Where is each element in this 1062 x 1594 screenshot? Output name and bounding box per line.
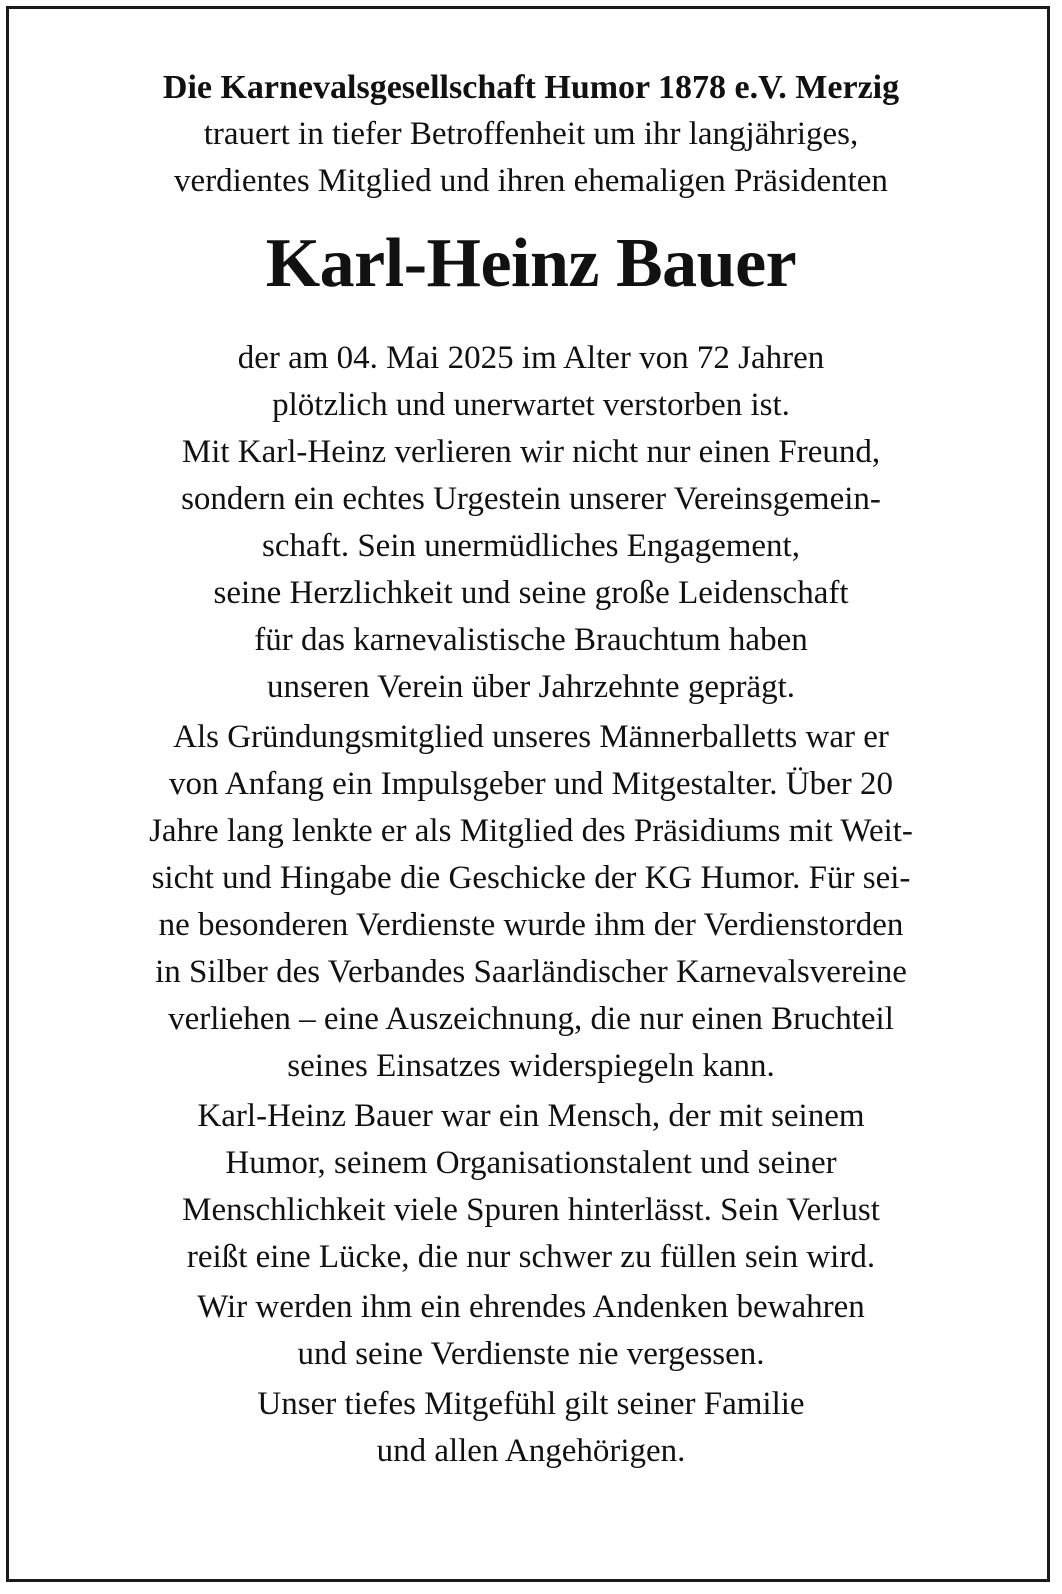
text-line: schaft. Sein unermüdliches Engagement, — [262, 528, 800, 564]
text-line: verliehen – eine Auszeichnung, die nur einen Bruchteil — [168, 1001, 894, 1037]
text-line: von Anfang ein Impulsgeber und Mitgestalter. Über 20 — [168, 766, 894, 802]
paragraph-remembrance — [40, 1284, 1022, 1378]
text-line: für das karnevalistische Brauchtum haben — [254, 622, 808, 658]
text-line: Jahre lang lenkte er als Mitglied des Präsidiums mit Weit- — [149, 813, 913, 849]
text-line: Humor, seinem Organisationstalent und seiner — [225, 1145, 837, 1181]
text-line: und seine Verdienste nie vergessen. — [297, 1336, 765, 1372]
text-line: Karl-Heinz Bauer war ein Mensch, der mit seinem — [197, 1098, 865, 1134]
text-line: sondern ein echtes Urgestein unserer Vereinsgemein- — [181, 481, 881, 517]
text-line: in Silber des Verbandes Saarländischer Karnevalsvereine — [155, 954, 907, 990]
text-line: Unser tiefes Mitgefühl gilt seiner Familie — [257, 1386, 805, 1422]
text-line: reißt eine Lücke, die nur schwer zu füllen sein wird. — [186, 1239, 876, 1275]
text-line: und allen Angehörigen. — [376, 1433, 686, 1469]
text-line: Als Gründungsmitglied unseres Männerballetts war er — [173, 719, 889, 755]
text-line: plötzlich und unerwartet verstorben ist. — [272, 387, 790, 423]
paragraph-condolences — [40, 1381, 1022, 1475]
paragraph-merits — [40, 714, 1022, 1090]
text-line: seines Einsatzes widerspiegeln kann. — [287, 1048, 775, 1084]
text-line: seine Herzlichkeit und seine große Leidenschaft — [213, 575, 849, 611]
intro-line: trauert in tiefer Betroffenheit um ihr langjähriges, — [203, 116, 859, 152]
text-line: ne besonderen Verdienste wurde ihm der Verdienstorden — [158, 907, 904, 943]
text-line: Mit Karl-Heinz verlieren wir nicht nur einen Freund, — [181, 434, 881, 470]
text-line: der am 04. Mai 2025 im Alter von 72 Jahren — [237, 340, 825, 376]
paragraph-character — [40, 1093, 1022, 1281]
obituary-notice — [40, 64, 1022, 1475]
text-line: Menschlichkeit viele Spuren hinterlässt. Sein Verlust — [182, 1192, 880, 1228]
text-line: unseren Verein über Jahrzehnte geprägt. — [266, 669, 796, 705]
text-line: Wir werden ihm ein ehrendes Andenken bewahren — [197, 1289, 865, 1325]
text-line: sicht und Hingabe die Geschicke der KG Humor. Für sei- — [151, 860, 911, 896]
paragraph-death-notice — [40, 335, 1022, 711]
deceased-name: Karl-Heinz Bauer — [265, 225, 797, 302]
organization-name: Die Karnevalsgesellschaft Humor 1878 e.V. Merzig — [162, 69, 900, 106]
intro-line: verdientes Mitglied und ihren ehemaligen Präsidenten — [174, 163, 888, 199]
